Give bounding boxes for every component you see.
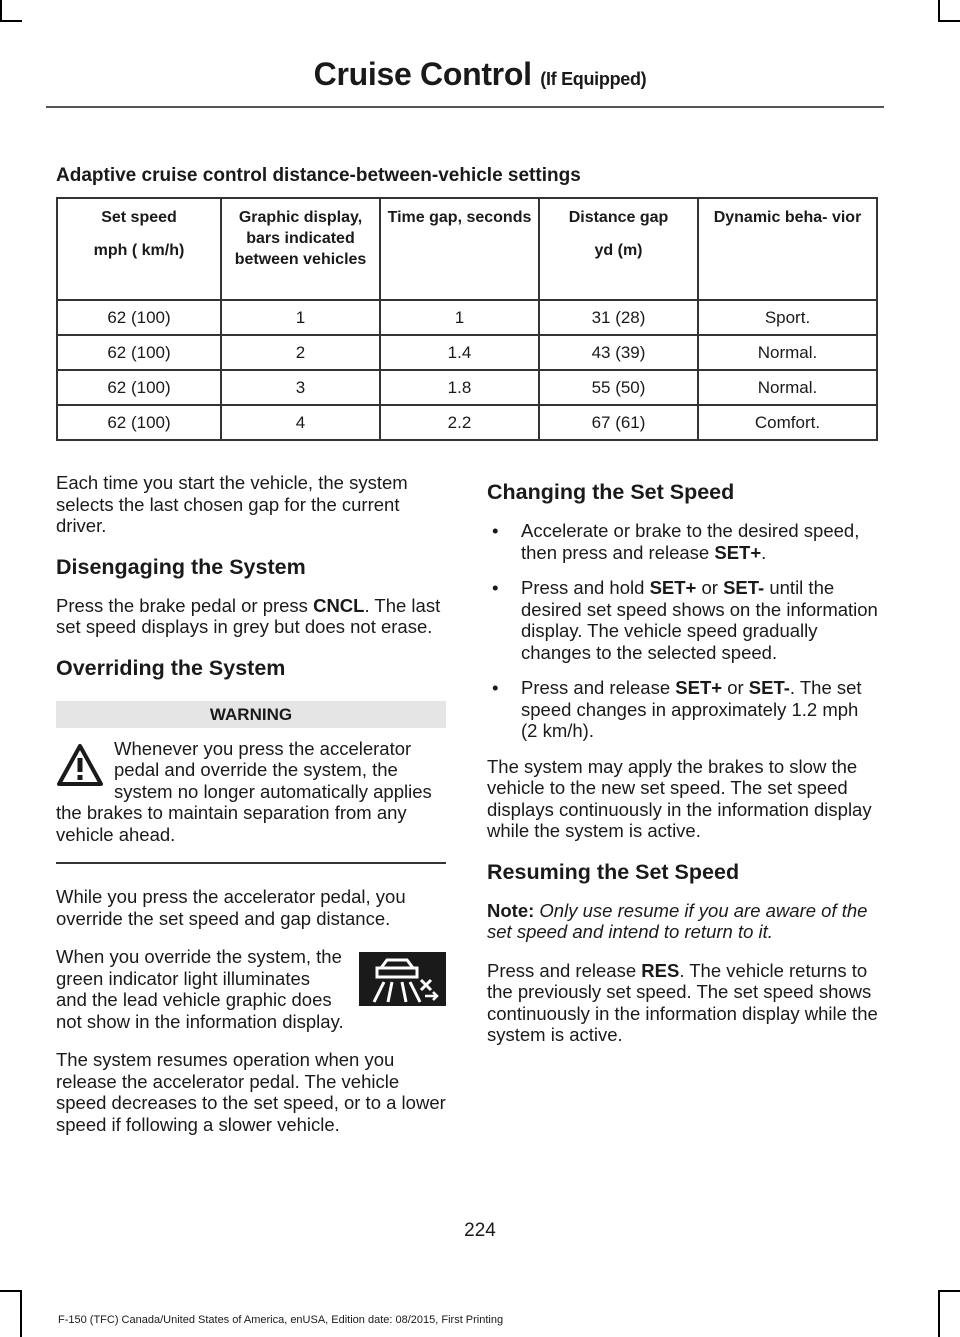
cncl-key: CNCL: [313, 594, 365, 616]
right-column: [487, 479, 879, 1063]
adaptive-cruise-indicator-icon: [359, 952, 446, 1006]
table-cell: 2: [221, 335, 380, 370]
col-distance-gap: Distance gap yd (m): [539, 198, 698, 300]
table-cell: 1.4: [380, 335, 539, 370]
table-cell: 4: [221, 405, 380, 440]
table-cell: Normal.: [698, 335, 877, 370]
note-paragraph: Note: Only use resume if you are aware of the set speed and intend to return to it.: [487, 899, 868, 942]
crop-mark: [938, 20, 960, 22]
table-cell: 3: [221, 370, 380, 405]
crop-mark: [938, 1290, 940, 1337]
table-header-row: [57, 198, 877, 300]
disengage-heading: Disengaging the System: [56, 554, 306, 579]
table-row: [57, 300, 877, 335]
table-row: [57, 370, 877, 405]
table-row: [57, 405, 877, 440]
table-cell: Comfort.: [698, 405, 877, 440]
settings-table: [56, 197, 878, 441]
crop-mark: [938, 0, 940, 22]
warning-divider: [56, 862, 446, 864]
table-cell: Normal.: [698, 370, 877, 405]
intro-paragraph: Each time you start the vehicle, the system selects the last chosen gap for the current driver.: [56, 472, 408, 536]
table-cell: Sport.: [698, 300, 877, 335]
section-title: Cruise Control: [313, 56, 532, 92]
table-title: Adaptive cruise control distance-between-vehicle settings: [56, 165, 581, 186]
change-speed-list: [487, 520, 879, 742]
table-cell: 1: [380, 300, 539, 335]
page-number: 224: [464, 1220, 496, 1241]
table-cell: 1: [221, 300, 380, 335]
change-speed-heading: Changing the Set Speed: [487, 480, 735, 504]
col-dynamic-behavior: Dynamic beha- vior: [698, 198, 877, 300]
res-key: RES: [641, 959, 680, 981]
warning-banner: WARNING: [56, 701, 446, 728]
disengage-paragraph: Press the brake pedal or press CNCL. The last set speed displays in grey but does not erase.: [56, 594, 441, 637]
table-cell: 55 (50): [539, 370, 698, 405]
list-item: • Press and hold SET+ or SET- until the desired set speed shows on the information display. The vehicle speed gradually changes to the selected speed.: [492, 577, 878, 663]
change-speed-paragraph: The system may apply the brakes to slow the vehicle to the new set speed. The set speed displays continuously in the information display while the system is active.: [487, 755, 872, 841]
footer-edition-info: F-150 (TFC) Canada/United States of America, enUSA, Edition date: 08/2015, First Printing: [58, 1314, 504, 1326]
list-item: • Press and release SET+ or SET-. The set speed changes in approximately 1.2 mph (2 km/h).: [492, 677, 862, 741]
crop-mark: [0, 1290, 22, 1292]
table-cell: 62 (100): [57, 335, 221, 370]
left-column: [56, 472, 446, 1152]
table-cell: 1.8: [380, 370, 539, 405]
col-time-gap: Time gap, seconds: [380, 198, 539, 300]
col-graphic-display: Graphic display, bars indicated between vehicles: [221, 198, 380, 300]
override-paragraph-2: When you override the system, the green indicator light illuminates and the lead vehicle graphic does not show in the information display.: [56, 946, 344, 1032]
list-item: • Accelerate or brake to the desired speed, then press and release SET+.: [492, 520, 860, 563]
resume-paragraph: Press and release RES. The vehicle returns to the previously set speed. The set speed shows continuously in the information display while the system is active.: [487, 959, 878, 1045]
resume-speed-heading: Resuming the Set Speed: [487, 859, 740, 884]
warning-triangle-icon: [56, 742, 104, 790]
col-set-speed: Set speed mph ( km/h): [57, 198, 221, 300]
table-cell: 62 (100): [57, 370, 221, 405]
table-cell: 31 (28): [539, 300, 698, 335]
crop-mark: [938, 1290, 960, 1292]
table-cell: 62 (100): [57, 405, 221, 440]
warning-text: Whenever you press the accelerator pedal and override the system, the system no longer automatically applies the brakes to maintain separation from any vehicle ahead.: [56, 737, 432, 845]
table-cell: 67 (61): [539, 405, 698, 440]
crop-mark: [0, 0, 2, 22]
page-title: [0, 56, 960, 93]
override-heading: Overriding the System: [56, 655, 286, 680]
table-cell: 62 (100): [57, 300, 221, 335]
crop-mark: [0, 20, 22, 22]
header-divider: [46, 106, 884, 108]
table-row: [57, 335, 877, 370]
equipped-note: (If Equipped): [540, 69, 647, 89]
crop-mark: [20, 1290, 22, 1337]
table-cell: 43 (39): [539, 335, 698, 370]
override-paragraph-3: The system resumes operation when you release the accelerator pedal. The vehicle speed decreases to the set speed, or to a lower speed if following a slower vehicle.: [56, 1049, 446, 1135]
table-cell: 2.2: [380, 405, 539, 440]
override-paragraph-1: While you press the accelerator pedal, you override the set speed and gap distance.: [56, 886, 406, 929]
